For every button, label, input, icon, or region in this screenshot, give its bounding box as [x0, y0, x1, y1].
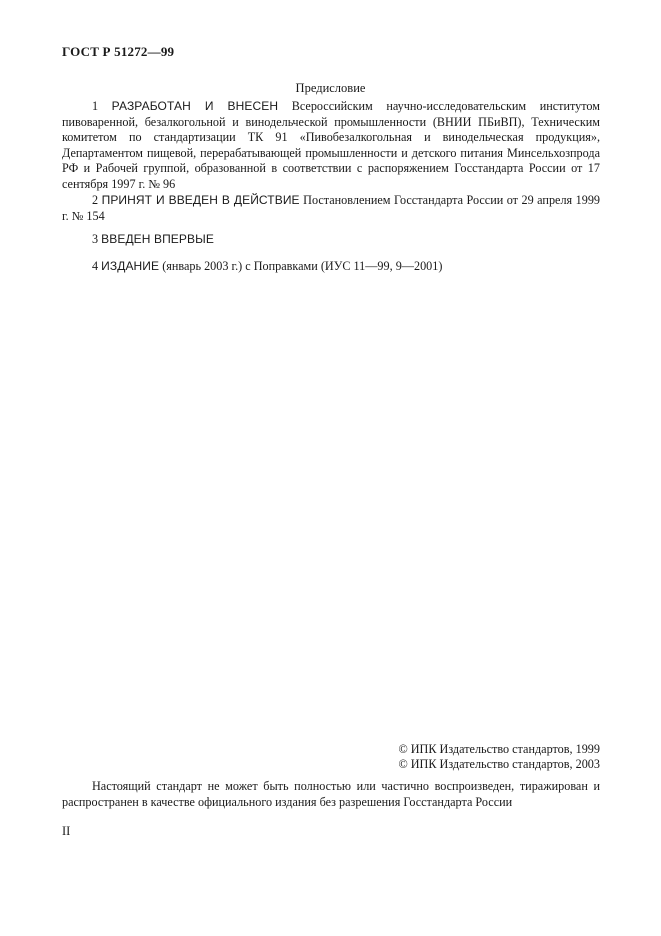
item-caps-label: ИЗДАНИЕ — [101, 259, 160, 273]
item-caps-label: ПРИНЯТ И ВВЕДЕН В ДЕЙСТВИЕ — [101, 193, 300, 207]
preface-item-2 — [62, 193, 600, 224]
item-number: 2 — [92, 193, 99, 207]
item-caps-label: ВВЕДЕН ВПЕРВЫЕ — [101, 232, 214, 246]
item-text: Всероссийским научно-исследовательским институтом пивоваренной, безалкогольной и винодельческой промышленности (ВНИИ ПБиВП), Техническим комитетом по стандартизации ТК 91 «Пивобезалкогольная и винодельческая продукция», Департаментом пищевой, перерабатывающей промышленности и детского питания Минсельхозпрода РФ и Рабочей группой, образованной в соответствии с распоряжением Госстандарта России от 17 сентября 1997 г. № 96 — [62, 99, 600, 191]
item-number: 3 — [92, 232, 99, 246]
copyright-line-2003: © ИПК Издательство стандартов, 2003 — [398, 757, 600, 771]
page-number: II — [62, 824, 71, 838]
item-text: (январь 2003 г.) с Поправками (ИУС 11—99, 9—2001) — [162, 259, 443, 273]
preface-item-4 — [62, 259, 600, 275]
copyright-line-1999: © ИПК Издательство стандартов, 1999 — [398, 742, 600, 756]
item-text: Постановлением Госстандарта России от 29 апреля 1999 г. № 154 — [62, 193, 601, 223]
item-number: 4 — [92, 259, 99, 273]
section-title: Предисловие — [295, 81, 366, 95]
document-code: ГОСТ Р 51272—99 — [62, 44, 175, 59]
preface-item-3 — [62, 232, 600, 248]
item-caps-label: РАЗРАБОТАН И ВНЕСЕН — [111, 99, 279, 113]
preface-item-1 — [62, 99, 600, 192]
reproduction-notice: Настоящий стандарт не может быть полностью или частично воспроизведен, тиражирован и распространен в качестве официального издания без разрешения Госстандарта России — [62, 779, 600, 809]
item-number: 1 — [92, 99, 99, 113]
